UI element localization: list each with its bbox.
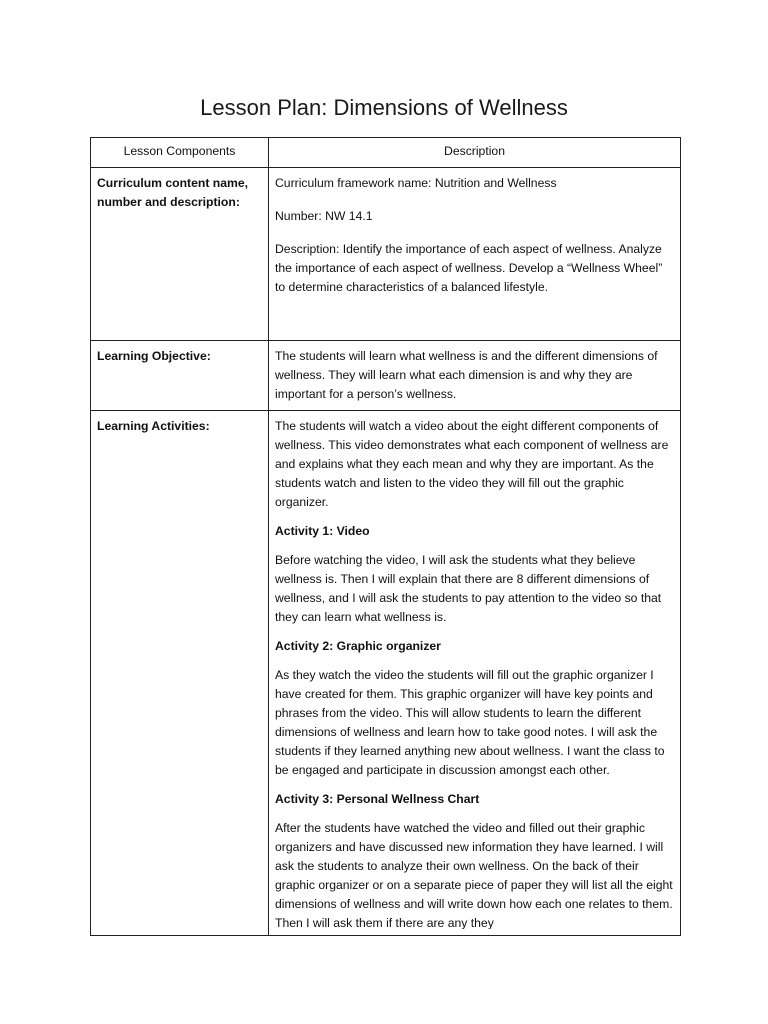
activities-description-cell xyxy=(269,411,681,936)
activities-content xyxy=(275,417,674,929)
activity-2-text: As they watch the video the students will fill out the graphic organizer I have created for them. This graphic organizer will have key points and phrases from the video. This will allow students to learn the different dimensions of wellness and learn how to take good notes. I will ask the students if they learned anything new about wellness. I want the class to be engaged and participate in discussion amongst each other. xyxy=(275,668,665,777)
objective-label: Learning Objective: xyxy=(97,349,211,363)
activity-1-title: Activity 1: Video xyxy=(275,524,370,538)
table-row-objective xyxy=(91,341,681,411)
curriculum-label: Curriculum content name, number and description: xyxy=(97,176,249,209)
header-description: Description xyxy=(269,138,681,168)
page-title: Lesson Plan: Dimensions of Wellness xyxy=(200,95,568,120)
curriculum-description: Description: Identify the importance of each aspect of wellness. Analyze the importance of each aspect of wellness. Develop a “Wellness Wheel” to determine characteristics of a balanced lifestyle. xyxy=(275,242,663,294)
lesson-plan-table xyxy=(90,137,681,936)
objective-label-cell xyxy=(91,341,269,411)
curriculum-number: Number: NW 14.1 xyxy=(275,209,373,223)
activity-2-title: Activity 2: Graphic organizer xyxy=(275,639,441,653)
activities-label: Learning Activities: xyxy=(97,419,210,433)
header-lesson-components: Lesson Components xyxy=(91,138,269,168)
objective-text: The students will learn what wellness is and the different dimensions of wellness. They will learn what each dimension is and why they are important for a person’s wellness. xyxy=(275,349,658,401)
activities-intro: The students will watch a video about the eight different components of wellness. This video demonstrates what each component of wellness are and explains what they each mean and why they are important. As the students watch and listen to the video they will fill out the graphic organizer. xyxy=(275,419,669,509)
activity-3-text: After the students have watched the video and filled out their graphic organizers and have discussed new information they have learned. I will ask the students to analyze their own wellness. On the back of their graphic organizer or on a separate piece of paper they will list all the eight dimensions of wellness and will write down how each one relates to them. Then I will ask them if there are any they xyxy=(275,821,673,929)
curriculum-framework: Curriculum framework name: Nutrition and Wellness xyxy=(275,176,557,190)
table-row-curriculum xyxy=(91,168,681,341)
table-row-activities xyxy=(91,411,681,936)
curriculum-label-cell xyxy=(91,168,269,341)
curriculum-description-cell xyxy=(269,168,681,341)
objective-description-cell xyxy=(269,341,681,411)
activity-1-text: Before watching the video, I will ask the students what they believe wellness is. Then I will explain that there are 8 different dimensions of wellness, and I will ask the students to pay attention to the video so that they can learn what wellness is. xyxy=(275,553,662,624)
activities-label-cell xyxy=(91,411,269,936)
table-header-row xyxy=(91,138,681,168)
activity-3-title: Activity 3: Personal Wellness Chart xyxy=(275,792,480,806)
